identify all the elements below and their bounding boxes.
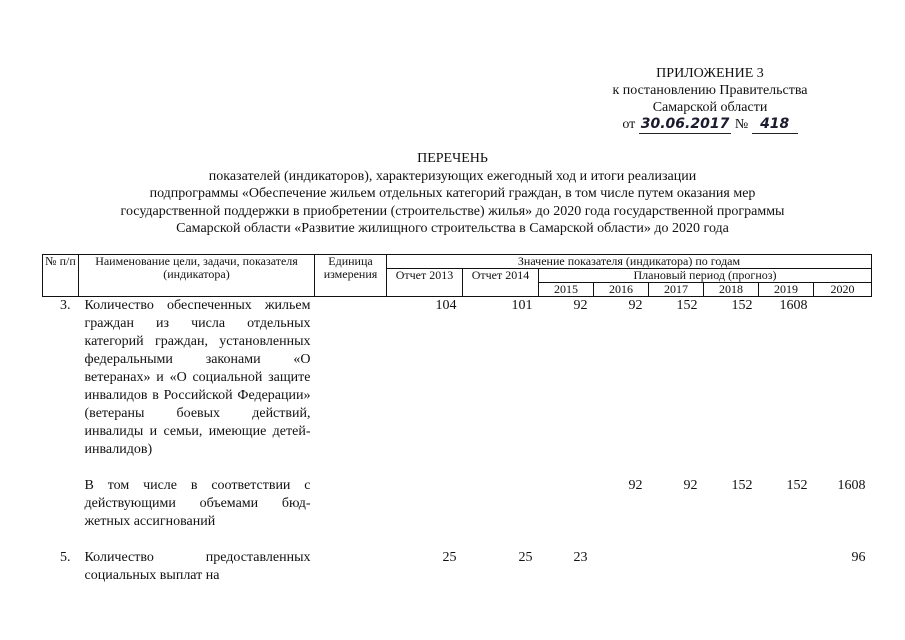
value-2020: 96 [851,550,866,565]
title-heading: ПЕРЕЧЕНЬ [417,151,488,166]
appendix-line: Самарской области [652,100,768,115]
value-2017 [649,549,704,585]
header-report-2014: Отчет 2014 [463,269,539,297]
value-2015: 23 [573,550,588,565]
header-values: Значение показателя (индикатора) по годам [387,255,872,269]
value-2018: 152 [731,478,753,493]
value-2020 [814,297,872,460]
header-report-2013: Отчет 2013 [387,269,463,297]
row-name: Количество обеспеченных жильем граждан из числа отдельных категорий граждан, установленных федеральными законами «О ветеранах» и «О социальной защите инвалидов в Российской Федерации» (ветераны боевых действий, инвалиды и семьи, имеющие детей-инвалидов) [84,298,311,457]
header-year: 2020 [814,283,872,297]
number-prefix: № [734,117,749,132]
value-2018: 152 [731,298,753,313]
value-2017: 152 [676,298,698,313]
value-2013 [387,477,463,531]
value-2016: 92 [628,298,643,313]
header-planned: Плановый период (прогноз) [539,269,872,283]
row-index [43,477,79,531]
value-2016: 92 [628,478,643,493]
value-2017: 92 [683,478,698,493]
value-2015 [539,477,594,531]
table-row [43,549,872,585]
row-name: В том числе в соответствии с действующими объемами бюд-жетных ассигнований [84,478,311,529]
appendix-title: ПРИЛОЖЕНИЕ 3 [656,66,764,81]
value-2018 [704,549,759,585]
header-year: 2016 [594,283,649,297]
row-unit [315,297,387,460]
appendix-line: к постановлению Правительства [612,83,808,98]
header-year: 2015 [539,283,594,297]
row-unit [315,549,387,585]
title-line: подпрограммы «Обеспечение жильем отдельных категорий граждан, в том числе путем оказания мер [149,186,756,201]
table-row [43,477,872,531]
handwritten-date: 30.06.2017 [640,116,730,132]
indicators-table [42,254,872,585]
value-2014 [463,477,539,531]
table-row [43,297,872,460]
header-name: Наименование цели, задачи, показателя (индикатора) [79,255,315,297]
value-2013: 104 [435,298,457,313]
title-line: Самарской области «Развитие жилищного строительства в Самарской области» до 2020 года [176,221,729,236]
header-year: 2019 [759,283,814,297]
document-title [0,150,905,238]
date-prefix: от [622,117,636,132]
value-2020: 1608 [837,478,866,493]
row-name: Количество предоставленных социальных выплат на [84,550,311,583]
value-2014: 101 [511,298,533,313]
appendix-date-line [560,116,860,134]
value-2019: 152 [786,478,808,493]
value-2016 [594,549,649,585]
header-num: № п/п [43,255,79,297]
row-unit [315,477,387,531]
value-2019: 1608 [779,298,808,313]
value-2013: 25 [442,550,457,565]
header-year: 2018 [704,283,759,297]
value-2015: 92 [573,298,588,313]
title-line: государственной поддержки в приобретении (строительстве) жилья» до 2020 года государственной программы [120,203,785,219]
title-line: показателей (индикаторов), характеризующих ежегодный ход и итоги реализации [208,168,697,184]
header-year: 2017 [649,283,704,297]
handwritten-number: 418 [752,116,798,134]
row-index: 3. [60,298,71,313]
header-unit: Единица измерения [315,255,387,297]
appendix-block [560,65,860,134]
row-index: 5. [60,550,71,565]
value-2019 [759,549,814,585]
value-2014: 25 [518,550,533,565]
